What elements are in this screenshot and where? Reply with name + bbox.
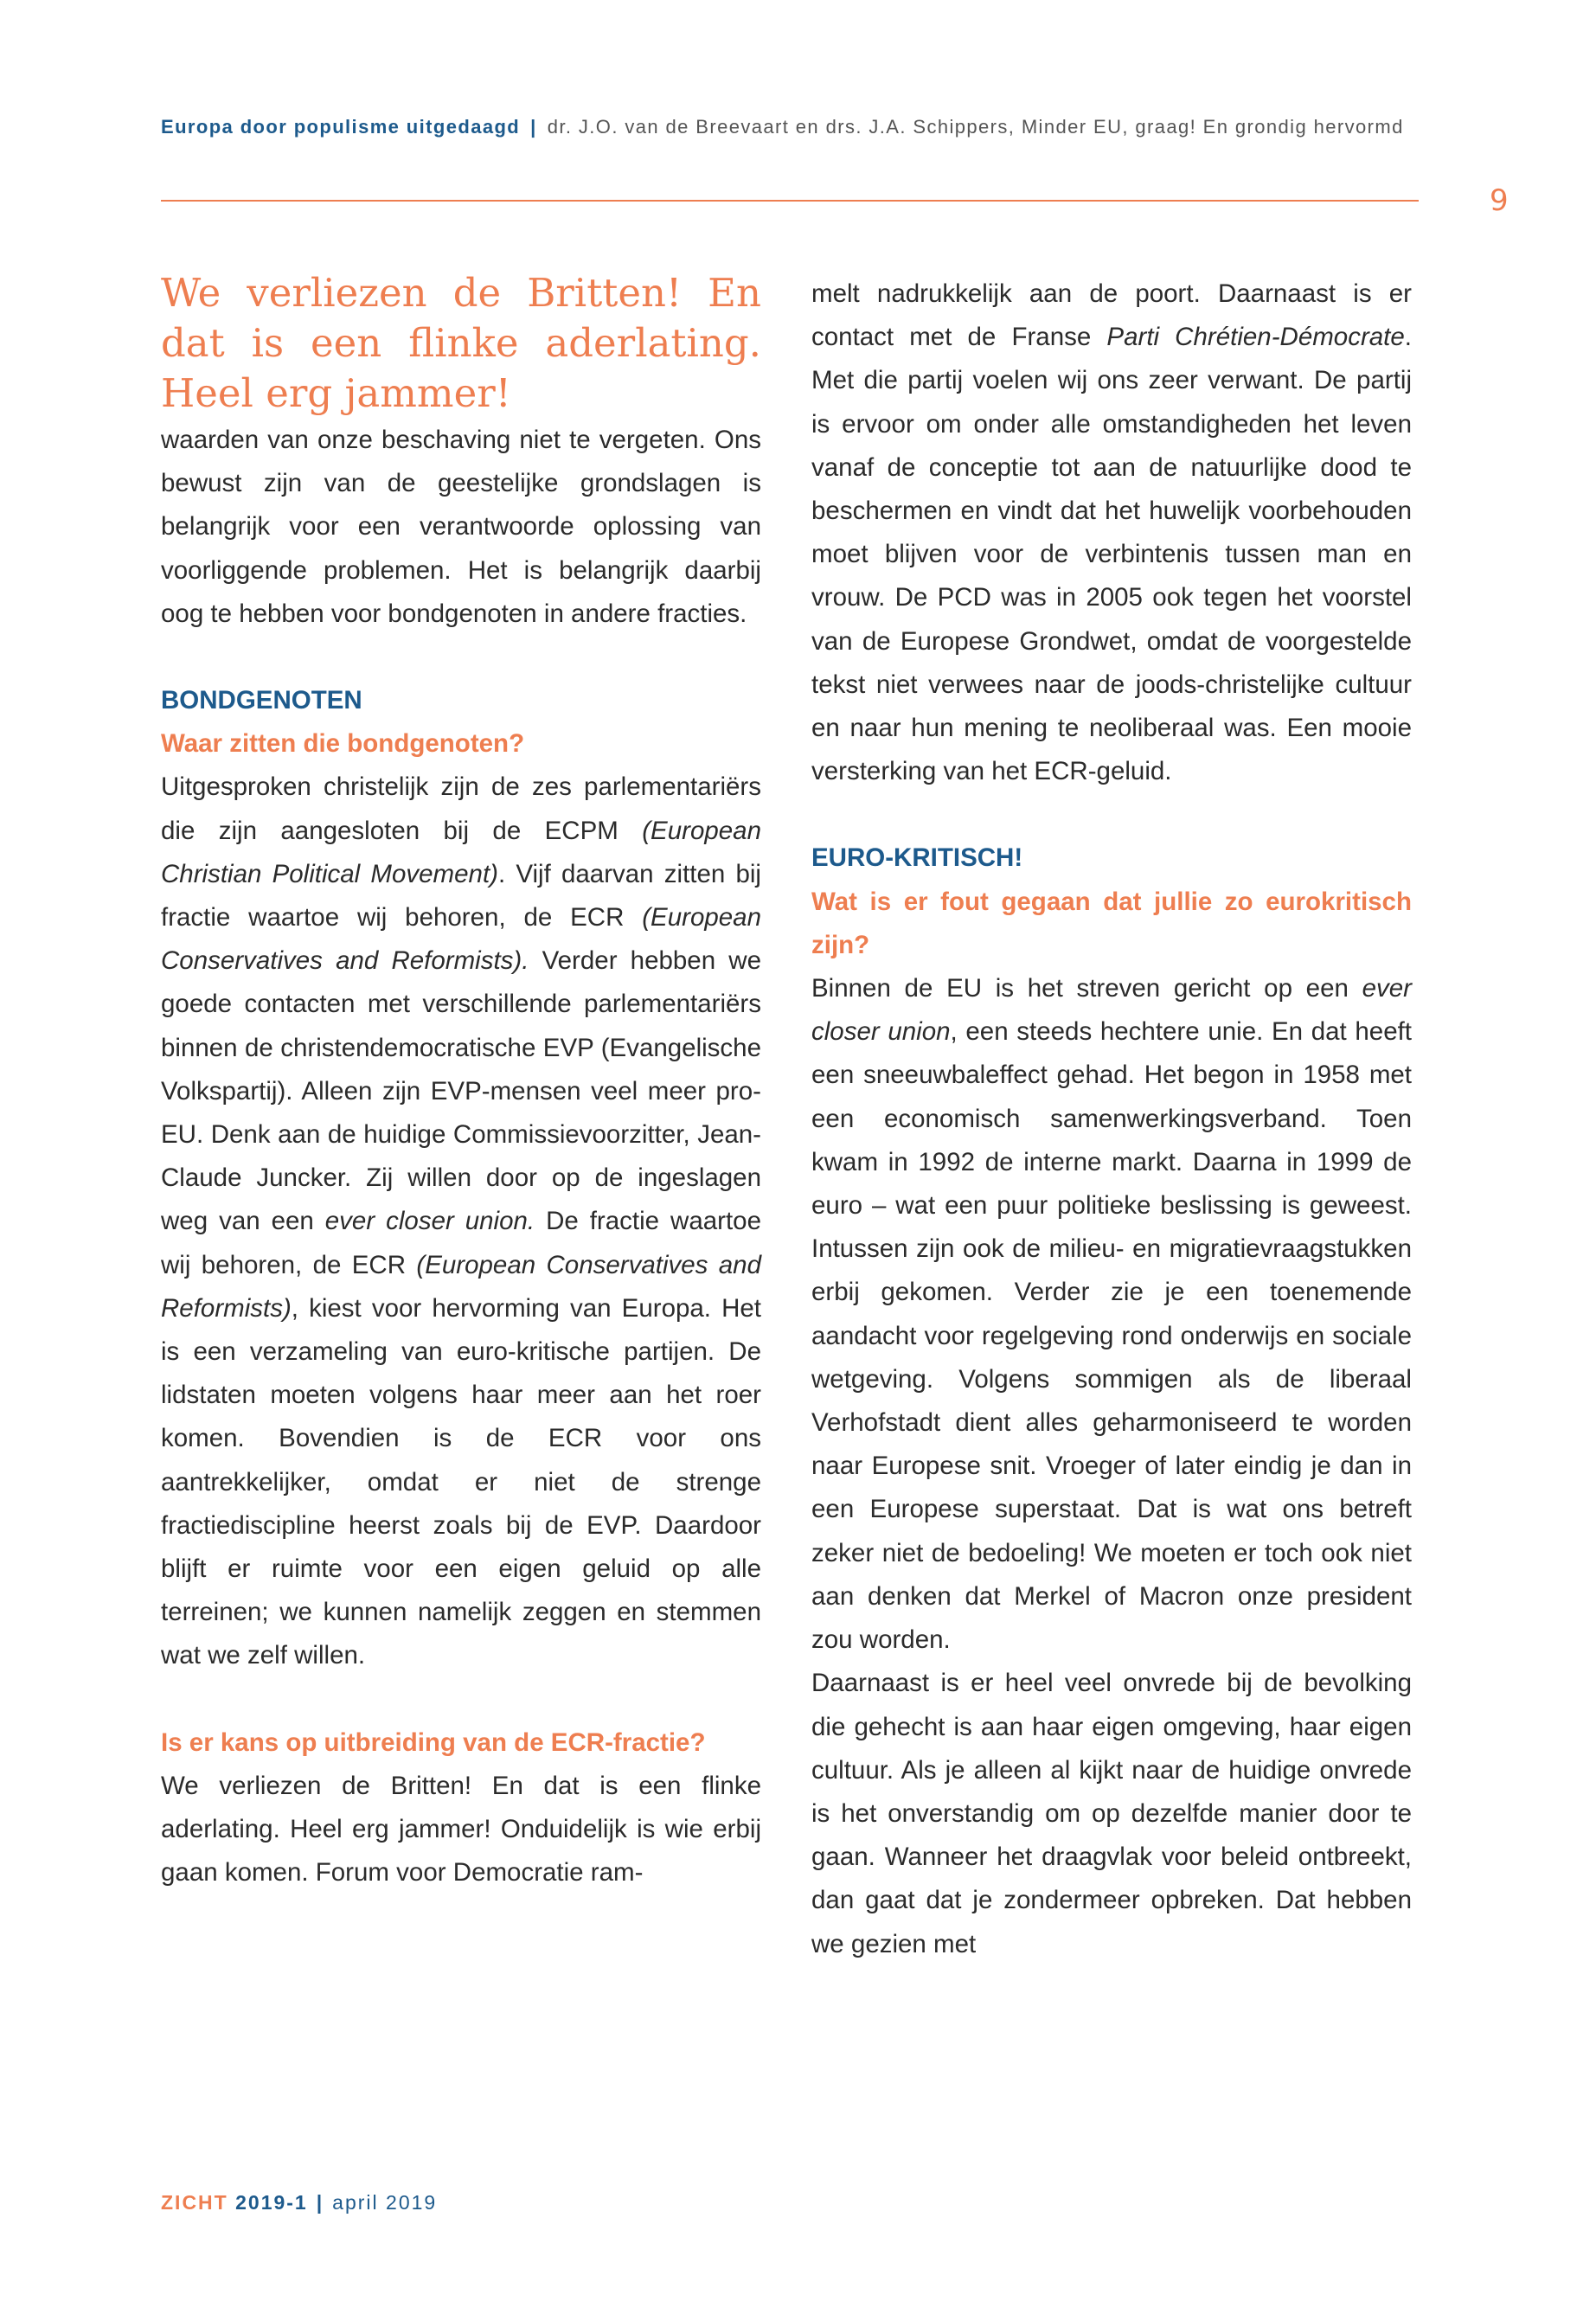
text-run: . Vijf daarvan zitten bij fractie waartoe wij behoren, de ECR (161, 859, 761, 933)
spacer (811, 793, 1412, 836)
question-uitbreiding: Is er kans op uitbreiding van de ECR-fractie? (161, 1727, 706, 1757)
text-run-italic: Parti Chrétien-Démocrate (1106, 323, 1405, 352)
footer-magazine: ZICHT (161, 2191, 228, 2214)
answer-euro-kritisch (811, 967, 1412, 1662)
header-magazine-title: Europa door populisme uitgedaagd (161, 116, 521, 138)
section-heading-bondgenoten: BONDGENOTEN (161, 686, 362, 715)
continued-paragraph (811, 272, 1412, 793)
section-heading-euro-kritisch: EURO-KRITISCH! (811, 843, 1023, 873)
spacer (161, 636, 761, 679)
right-column (811, 272, 1412, 1966)
text-run-italic: (European Christian Political Movement) (161, 816, 761, 888)
text-run: . Met die partij voelen wij ons zeer verwant. De partij is ervoor om onder alle omstandigheden het leven vanaf de conceptie tot aan de natuurlijke dood te beschermen en vindt dat het huwelijk voorbehouden moet blijven voor de verbintenis tussen man en vrouw. De PCD was in 2005 ook tegen het voorstel van de Europese Grondwet, omdat de voorgestelde tekst niet verwees naar de joods-christelijke cultuur en naar hun mening te neoliberaal was. Een mooie versterking van het ECR-geluid. (811, 323, 1412, 786)
text-run: De fractie waartoe wij behoren, de ECR (161, 1207, 761, 1279)
header-separator: | (530, 116, 537, 138)
running-header (161, 114, 1419, 140)
spacer (161, 1678, 761, 1721)
text-run: , kiest voor hervorming van Europa. Het is een verzameling van euro-kritische partijen. De lidstaten moeten volgens haar meer aan het roer komen. Bovendien is de ECR voor ons aantrekkelijker, omdat er niet de strenge fractiediscipline heerst zoals bij de EVP. Daardoor blijft er ruimte voor een eigen geluid op alle terreinen; we kunnen namelijk zeggen en stemmen wat we zelf willen. (161, 1293, 761, 1670)
header-rule (161, 200, 1419, 202)
text-run: , een steeds hechtere unie. En dat heeft een sneeuwbaleffect gehad. Het begon in 1958 met een economisch samenwerkingsverband. Toen kwam in 1992 de interne markt. Daarna in 1999 de euro – wat een puur politieke beslissing is geweest. Intussen zijn ook de milieu- en migratievraagstukken erbij gekomen. Verder zie je een toenemende aandacht voor regelgeving rond onderwijs en sociale wetgeving. Volgens sommigen als de liberaal Verhofstadt dient alles geharmoniseerd te worden naar Europese snit. Vroeger of later eindig je dan in een Europese superstaat. Dat is wat ons betreft zeker niet de bedoeling! We moeten er toch ook niet aan denken dat Merkel of Macron onze president zou worden. (811, 1017, 1412, 1655)
footer-separator: | (316, 2191, 324, 2214)
page-number: 9 (1490, 183, 1509, 218)
pull-quote: We verliezen de Britten! En dat is een flinke aderlating. Heel erg jammer! (161, 270, 761, 416)
text-run-italic: ever closer union (811, 974, 1412, 1047)
text-run-italic: (European Conservatives and Reformists). (161, 903, 761, 976)
answer-uitbreiding: We verliezen de Britten! En dat is een flinke aderlating. Heel erg jammer! Onduidelijk is wie erbij gaan komen. Forum voor Democratie ram- (161, 1771, 761, 1888)
text-run-italic: (European Conservatives and Reformists) (161, 1250, 761, 1323)
text-run: Binnen de EU is het streven gericht op een (811, 974, 1362, 1003)
question-euro-kritisch: Wat is er fout gegaan dat jullie zo eurokritisch zijn? (811, 887, 1412, 959)
text-run-italic: ever closer union. (324, 1207, 535, 1236)
footer-issue: 2019-1 (235, 2191, 308, 2214)
answer-bondgenoten (161, 766, 761, 1677)
text-run: Verder hebben we goede contacten met verschillende parlementariërs binnen de christendemocratische EVP (Evangelische Volkspartij). Alleen zijn EVP-mensen veel meer pro-EU. Denk aan de huidige Commissievoorzitter, Jean-Claude Juncker. Zij willen door op de ingeslagen weg van een (161, 946, 761, 1236)
paragraph-onvrede: Daarnaast is er heel veel onvrede bij de bevolking die gehecht is aan haar eigen omgeving, haar eigen cultuur. Als je alleen al kijkt naar de huidige onvrede is het onverstandig om op dezelfde manier door te gaan. Wanneer het draagvlak voor beleid ontbreekt, dan gaat dat je zondermeer opbreken. Dat hebben we gezien met (811, 1669, 1412, 1958)
footer-date: april 2019 (332, 2191, 438, 2214)
left-column (161, 268, 761, 1895)
page-footer (161, 2191, 437, 2214)
text-run: melt nadrukkelijk aan de poort. Daarnaast is er contact met de Franse (811, 279, 1412, 352)
intro-paragraph: waarden van onze beschaving niet te vergeten. Ons bewust zijn van de geestelijke grondslagen is belangrijk voor een verantwoorde oplossing van voorliggende problemen. Het is belangrijk daarbij oog te hebben voor bondgenoten in andere fracties. (161, 426, 761, 628)
question-bondgenoten: Waar zitten die bondgenoten? (161, 729, 525, 759)
text-run: Uitgesproken christelijk zijn de zes parlementariërs die zijn aangesloten bij de ECPM (161, 772, 761, 845)
header-authors: dr. J.O. van de Breevaart en drs. J.A. Schippers, Minder EU, graag! En grondig hervormd (547, 116, 1404, 138)
